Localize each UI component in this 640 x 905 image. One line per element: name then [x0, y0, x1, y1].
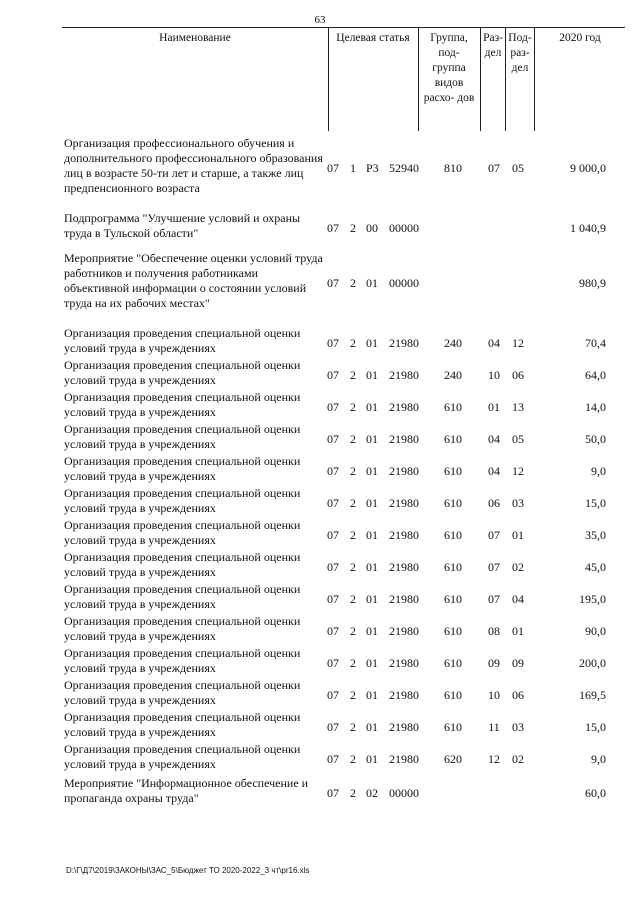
podrazdel: 12	[512, 464, 524, 478]
table-row	[0, 358, 640, 388]
podrazdel: 03	[512, 720, 524, 734]
code-part-2: 2	[350, 786, 356, 800]
table-row	[0, 710, 640, 740]
expense-group: 610	[444, 400, 462, 414]
code-part-1: 07	[327, 432, 339, 446]
razdel: 01	[488, 400, 500, 414]
code-part-2: 2	[350, 656, 356, 670]
razdel: 12	[488, 752, 500, 766]
code-part-1: 07	[327, 624, 339, 638]
code-part-4: 21980	[389, 656, 419, 670]
amount: 50,0	[585, 432, 606, 446]
razdel: 07	[488, 528, 500, 542]
row-name: Организация проведения специальной оценки условий труда в учреждениях	[64, 710, 301, 739]
podrazdel: 06	[512, 688, 524, 702]
amount: 60,0	[585, 786, 606, 800]
header-target: Целевая статья	[336, 32, 410, 44]
podrazdel: 04	[512, 592, 524, 606]
row-name: Подпрограмма "Улучшение условий и охраны труда в Тульской области"	[64, 211, 301, 240]
expense-group: 240	[444, 368, 462, 382]
code-part-4: 21980	[389, 752, 419, 766]
code-part-1: 07	[327, 400, 339, 414]
code-part-3: 01	[366, 624, 378, 638]
razdel: 07	[488, 592, 500, 606]
code-part-1: 07	[327, 496, 339, 510]
code-part-3: 01	[366, 528, 378, 542]
code-part-4: 21980	[389, 464, 419, 478]
code-part-2: 2	[350, 592, 356, 606]
podrazdel: 03	[512, 496, 524, 510]
podrazdel: 09	[512, 656, 524, 670]
podrazdel: 01	[512, 528, 524, 542]
amount: 35,0	[585, 528, 606, 542]
podrazdel: 06	[512, 368, 524, 382]
expense-group: 610	[444, 496, 462, 510]
table-row	[0, 251, 640, 311]
code-part-1: 07	[327, 560, 339, 574]
razdel: 07	[488, 161, 500, 175]
amount: 195,0	[579, 592, 606, 606]
expense-group: 610	[444, 464, 462, 478]
code-part-1: 07	[327, 336, 339, 350]
razdel: 06	[488, 496, 500, 510]
expense-group: 610	[444, 624, 462, 638]
row-name: Мероприятие "Обеспечение оценки условий труда работников и получения работниками объективной информации о состоянии условий труда на их рабочих местах"	[64, 251, 323, 310]
code-part-3: 01	[366, 656, 378, 670]
code-part-4: 21980	[389, 560, 419, 574]
code-part-2: 2	[350, 720, 356, 734]
code-part-4: 21980	[389, 368, 419, 382]
row-name: Организация профессионального обучения и дополнительного профессионального образования лиц в возрасте 50-ти лет и старше, а также лиц предпенсионного возраста	[64, 136, 323, 195]
code-part-2: 2	[350, 496, 356, 510]
amount: 1 040,9	[570, 221, 606, 235]
code-part-2: 1	[350, 161, 356, 175]
row-name: Организация проведения специальной оценки условий труда в учреждениях	[64, 614, 301, 643]
code-part-2: 2	[350, 528, 356, 542]
razdel: 09	[488, 656, 500, 670]
table-row	[0, 486, 640, 516]
row-name: Организация проведения специальной оценки условий труда в учреждениях	[64, 486, 301, 515]
expense-group: 610	[444, 688, 462, 702]
amount: 70,4	[585, 336, 606, 350]
podrazdel: 05	[512, 432, 524, 446]
code-part-3: 01	[366, 368, 378, 382]
table-row	[0, 390, 640, 420]
table-row	[0, 518, 640, 548]
code-part-1: 07	[327, 752, 339, 766]
code-part-4: 21980	[389, 528, 419, 542]
code-part-3: 00	[366, 221, 378, 235]
code-part-3: 01	[366, 276, 378, 290]
table-row	[0, 550, 640, 580]
podrazdel: 02	[512, 560, 524, 574]
code-part-1: 07	[327, 720, 339, 734]
code-part-3: 01	[366, 688, 378, 702]
header-name: Наименование	[159, 32, 231, 44]
code-part-3: P3	[366, 161, 379, 175]
code-part-2: 2	[350, 624, 356, 638]
table-row	[0, 211, 640, 241]
razdel: 07	[488, 560, 500, 574]
amount: 169,5	[579, 688, 606, 702]
table-row	[0, 454, 640, 484]
code-part-4: 21980	[389, 688, 419, 702]
table-row	[0, 776, 640, 806]
row-name: Организация проведения специальной оценки условий труда в учреждениях	[64, 582, 301, 611]
code-part-2: 2	[350, 400, 356, 414]
code-part-2: 2	[350, 752, 356, 766]
table-row	[0, 422, 640, 452]
code-part-3: 01	[366, 720, 378, 734]
code-part-1: 07	[327, 464, 339, 478]
amount: 64,0	[585, 368, 606, 382]
code-part-2: 2	[350, 276, 356, 290]
table-row	[0, 326, 640, 356]
header-podrazdel: Под- раз- дел	[508, 32, 532, 74]
razdel: 04	[488, 464, 500, 478]
expense-group: 610	[444, 528, 462, 542]
code-part-2: 2	[350, 688, 356, 702]
podrazdel: 13	[512, 400, 524, 414]
code-part-1: 07	[327, 368, 339, 382]
footer-path: D:\Г\Д7\2019\ЗАКОНЫ\ЗАС_5\Бюджет ТО 2020-2022_3 чт\pr16.xls	[66, 866, 310, 875]
podrazdel: 01	[512, 624, 524, 638]
code-part-4: 21980	[389, 496, 419, 510]
expense-group: 610	[444, 720, 462, 734]
row-name: Мероприятие "Информационное обеспечение и пропаганда охраны труда"	[64, 776, 309, 805]
table-row	[0, 136, 640, 196]
amount: 45,0	[585, 560, 606, 574]
code-part-3: 01	[366, 464, 378, 478]
code-part-2: 2	[350, 221, 356, 235]
amount: 980,9	[579, 276, 606, 290]
podrazdel: 05	[512, 161, 524, 175]
code-part-4: 00000	[389, 786, 419, 800]
code-part-1: 07	[327, 528, 339, 542]
row-name: Организация проведения специальной оценки условий труда в учреждениях	[64, 678, 301, 707]
podrazdel: 12	[512, 336, 524, 350]
amount: 9,0	[591, 464, 606, 478]
table-row	[0, 582, 640, 612]
amount: 14,0	[585, 400, 606, 414]
code-part-1: 07	[327, 592, 339, 606]
expense-group: 240	[444, 336, 462, 350]
code-part-3: 01	[366, 336, 378, 350]
row-name: Организация проведения специальной оценки условий труда в учреждениях	[64, 742, 301, 771]
podrazdel: 02	[512, 752, 524, 766]
code-part-2: 2	[350, 336, 356, 350]
code-part-1: 07	[327, 786, 339, 800]
header-group: Группа, под- группа видов расхо- дов	[423, 32, 475, 104]
expense-group: 810	[444, 161, 462, 175]
code-part-3: 01	[366, 592, 378, 606]
table-row	[0, 646, 640, 676]
razdel: 11	[488, 720, 500, 734]
table-row	[0, 678, 640, 708]
code-part-3: 01	[366, 752, 378, 766]
razdel: 10	[488, 368, 500, 382]
code-part-4: 21980	[389, 432, 419, 446]
code-part-1: 07	[327, 221, 339, 235]
table-row	[0, 742, 640, 772]
code-part-4: 21980	[389, 592, 419, 606]
code-part-3: 01	[366, 400, 378, 414]
razdel: 04	[488, 432, 500, 446]
row-name: Организация проведения специальной оценки условий труда в учреждениях	[64, 518, 301, 547]
code-part-2: 2	[350, 432, 356, 446]
code-part-3: 01	[366, 432, 378, 446]
row-name: Организация проведения специальной оценки условий труда в учреждениях	[64, 646, 301, 675]
expense-group: 610	[444, 432, 462, 446]
row-name: Организация проведения специальной оценки условий труда в учреждениях	[64, 390, 301, 419]
code-part-1: 07	[327, 276, 339, 290]
code-part-1: 07	[327, 656, 339, 670]
row-name: Организация проведения специальной оценки условий труда в учреждениях	[64, 454, 301, 483]
code-part-4: 21980	[389, 336, 419, 350]
amount: 15,0	[585, 496, 606, 510]
code-part-2: 2	[350, 368, 356, 382]
razdel: 10	[488, 688, 500, 702]
code-part-4: 21980	[389, 624, 419, 638]
code-part-3: 01	[366, 496, 378, 510]
code-part-2: 2	[350, 464, 356, 478]
expense-group: 610	[444, 656, 462, 670]
header-razdel: Раз- дел	[483, 32, 503, 59]
header-year: 2020 год	[559, 32, 601, 44]
code-part-4: 21980	[389, 720, 419, 734]
amount: 9 000,0	[570, 161, 606, 175]
amount: 9,0	[591, 752, 606, 766]
expense-group: 610	[444, 592, 462, 606]
code-part-4: 52940	[389, 161, 419, 175]
code-part-3: 01	[366, 560, 378, 574]
amount: 200,0	[579, 656, 606, 670]
razdel: 04	[488, 336, 500, 350]
code-part-2: 2	[350, 560, 356, 574]
row-name: Организация проведения специальной оценки условий труда в учреждениях	[64, 326, 301, 355]
code-part-4: 00000	[389, 276, 419, 290]
code-part-1: 07	[327, 161, 339, 175]
code-part-4: 21980	[389, 400, 419, 414]
row-name: Организация проведения специальной оценки условий труда в учреждениях	[64, 422, 301, 451]
code-part-3: 02	[366, 786, 378, 800]
expense-group: 620	[444, 752, 462, 766]
razdel: 08	[488, 624, 500, 638]
code-part-1: 07	[327, 688, 339, 702]
page-number: 63	[314, 14, 326, 26]
code-part-4: 00000	[389, 221, 419, 235]
amount: 90,0	[585, 624, 606, 638]
row-name: Организация проведения специальной оценки условий труда в учреждениях	[64, 550, 301, 579]
expense-group: 610	[444, 560, 462, 574]
table-row	[0, 614, 640, 644]
row-name: Организация проведения специальной оценки условий труда в учреждениях	[64, 358, 301, 387]
amount: 15,0	[585, 720, 606, 734]
